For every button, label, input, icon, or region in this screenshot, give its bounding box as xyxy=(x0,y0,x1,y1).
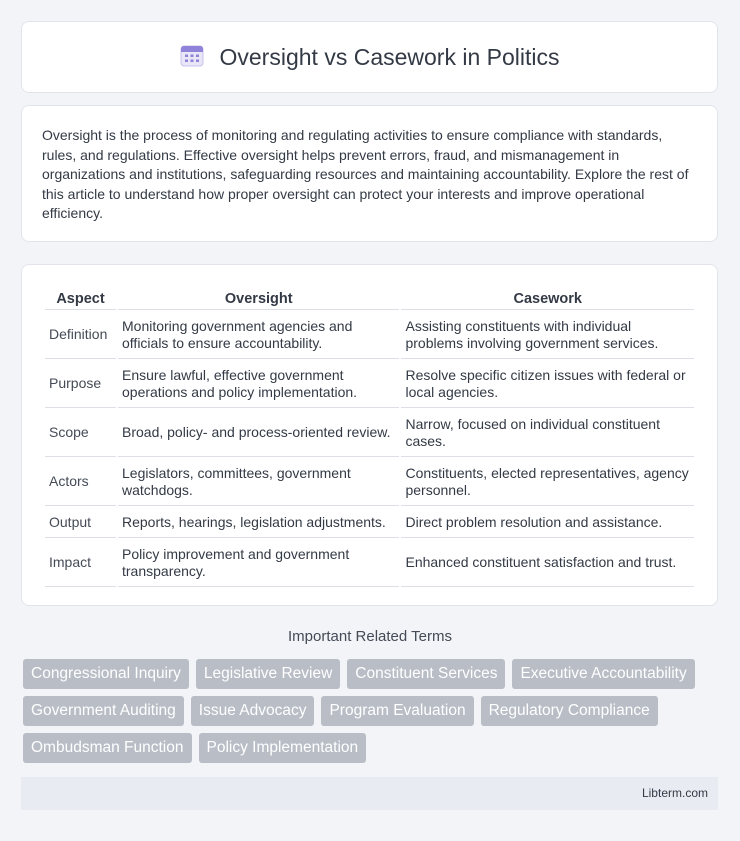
row-aspect: Purpose xyxy=(45,361,116,408)
table-row xyxy=(45,361,694,408)
tag-ombudsman-function[interactable]: Ombudsman Function xyxy=(23,733,192,763)
comparison-card xyxy=(21,264,718,606)
tag-issue-advocacy[interactable]: Issue Advocacy xyxy=(191,696,315,726)
row-casework: Resolve specific citizen issues with federal or local agencies. xyxy=(401,361,694,408)
tag-executive-accountability[interactable]: Executive Accountability xyxy=(512,659,694,689)
tag-government-auditing[interactable]: Government Auditing xyxy=(23,696,184,726)
table-row xyxy=(45,312,694,359)
tag-congressional-inquiry[interactable]: Congressional Inquiry xyxy=(23,659,189,689)
table-row xyxy=(45,410,694,457)
tag-regulatory-compliance[interactable]: Regulatory Compliance xyxy=(481,696,658,726)
row-casework: Constituents, elected representatives, agency personnel. xyxy=(401,459,694,506)
header-casework: Casework xyxy=(401,287,694,310)
row-casework: Assisting constituents with individual problems involving government services. xyxy=(401,312,694,359)
row-aspect: Actors xyxy=(45,459,116,506)
row-casework: Direct problem resolution and assistance. xyxy=(401,508,694,538)
comparison-table xyxy=(43,285,696,589)
intro-text: Oversight is the process of monitoring and regulating activities to ensure compliance with standards, rules, and regulations. Effective oversight helps prevent errors, fraud, and mismanagement in organizations and institutions, safeguarding resources and maintaining accountability. Explore the rest of this article to understand how proper oversight can protect your interests and improve operational efficiency. xyxy=(42,127,689,221)
row-oversight: Legislators, committees, government watchdogs. xyxy=(118,459,399,506)
tag-program-evaluation[interactable]: Program Evaluation xyxy=(321,696,473,726)
footer-site-link[interactable]: Libterm.com xyxy=(641,786,708,800)
row-aspect: Output xyxy=(45,508,116,538)
related-terms-tags xyxy=(23,659,723,763)
header-card xyxy=(21,21,718,93)
row-casework: Narrow, focused on individual constituent cases. xyxy=(401,410,694,457)
page-title: Oversight vs Casework in Politics xyxy=(219,43,560,70)
row-oversight: Ensure lawful, effective government operations and policy implementation. xyxy=(118,361,399,408)
table-header-row xyxy=(45,287,694,310)
title-wrap xyxy=(180,43,560,72)
header-oversight: Oversight xyxy=(118,287,399,310)
table-row xyxy=(45,508,694,538)
row-casework: Enhanced constituent satisfaction and trust. xyxy=(401,540,694,587)
header-aspect: Aspect xyxy=(45,287,116,310)
calendar-icon xyxy=(180,43,204,72)
row-aspect: Impact xyxy=(45,540,116,587)
tag-constituent-services[interactable]: Constituent Services xyxy=(347,659,505,689)
row-oversight: Policy improvement and government transparency. xyxy=(118,540,399,587)
row-aspect: Scope xyxy=(45,410,116,457)
tag-policy-implementation[interactable]: Policy Implementation xyxy=(199,733,367,763)
related-terms-title: Important Related Terms xyxy=(288,628,452,645)
table-row xyxy=(45,459,694,506)
footer xyxy=(21,777,718,810)
row-aspect: Definition xyxy=(45,312,116,359)
row-oversight: Reports, hearings, legislation adjustments. xyxy=(118,508,399,538)
tag-legislative-review[interactable]: Legislative Review xyxy=(196,659,340,689)
row-oversight: Monitoring government agencies and officials to ensure accountability. xyxy=(118,312,399,359)
row-oversight: Broad, policy- and process-oriented review. xyxy=(118,410,399,457)
table-row xyxy=(45,540,694,587)
intro-card xyxy=(21,105,718,242)
